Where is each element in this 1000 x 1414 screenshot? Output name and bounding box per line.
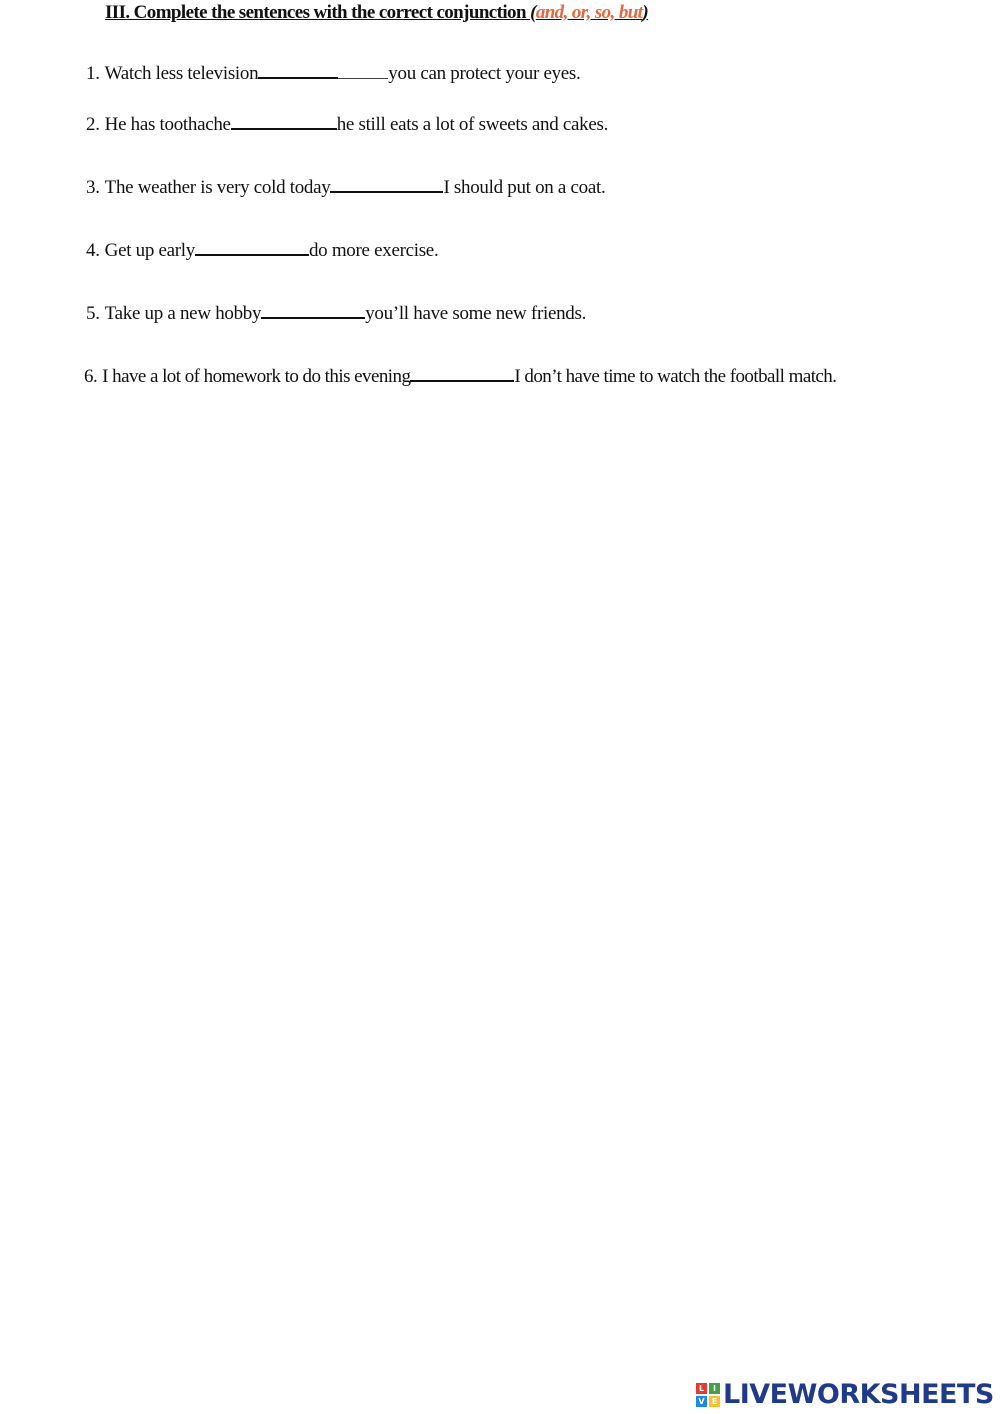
question-text-before: Take up a new hobby [104, 303, 262, 324]
answer-blank[interactable] [195, 240, 309, 256]
question-4 [86, 239, 438, 263]
question-5 [86, 302, 586, 326]
answer-blank-extension [338, 64, 388, 79]
question-1 [86, 62, 580, 86]
question-text-after: you can protect your eyes. [388, 63, 581, 84]
question-text-before: I have a lot of homework to do this evening [102, 366, 411, 387]
question-3 [86, 176, 605, 200]
question-number: 3. [86, 177, 100, 198]
logo-mark-icon [696, 1383, 720, 1407]
question-text-after: he still eats a lot of sweets and cakes. [336, 114, 609, 135]
answer-blank[interactable] [330, 177, 443, 193]
heading-text: III. Complete the sentences with the correct conjunction [105, 2, 531, 23]
question-number: 6. [84, 366, 98, 387]
exercise-heading [105, 2, 648, 24]
question-text-before: He has toothache [104, 114, 231, 135]
question-text-after: I don’t have time to watch the football match. [514, 366, 837, 387]
question-number: 1. [86, 63, 100, 84]
logo-mark-cell: I [709, 1383, 720, 1394]
question-2 [86, 113, 608, 137]
logo-mark-cell: E [709, 1396, 720, 1407]
answer-blank[interactable] [258, 63, 338, 79]
question-text-after: do more exercise. [308, 240, 439, 261]
answer-blank[interactable] [261, 303, 365, 319]
question-text-before: The weather is very cold today [104, 177, 331, 198]
heading-close-paren: ) [642, 2, 649, 23]
answer-blank[interactable] [410, 366, 514, 382]
logo-mark-cell: V [696, 1396, 707, 1407]
question-text-after: you’ll have some new friends. [365, 303, 587, 324]
question-number: 2. [86, 114, 100, 135]
question-6 [84, 365, 836, 389]
question-text-before: Get up early [104, 240, 195, 261]
conjunction-options: and, or, so, but [535, 2, 643, 23]
question-number: 5. [86, 303, 100, 324]
heading-open-paren: ( [530, 2, 536, 23]
logo-text: LIVEWORKSHEETS [723, 1379, 994, 1410]
answer-blank[interactable] [231, 114, 337, 130]
liveworksheets-logo [696, 1380, 994, 1410]
question-text-before: Watch less television [104, 63, 259, 84]
question-text-after: I should put on a coat. [443, 177, 606, 198]
logo-mark-cell: L [696, 1383, 707, 1394]
question-number: 4. [86, 240, 100, 261]
